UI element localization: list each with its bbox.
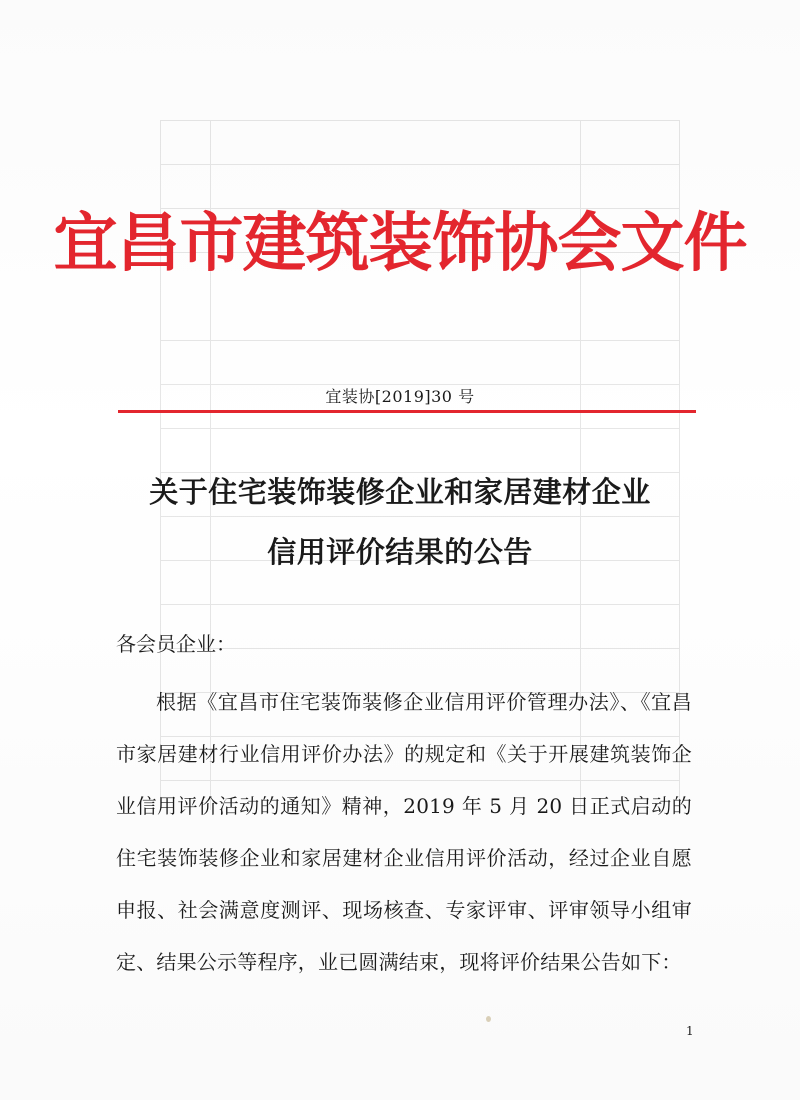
salutation: 各会员企业： bbox=[116, 632, 236, 656]
org-masthead-title: 宜昌市建筑装饰协会文件 bbox=[53, 206, 747, 281]
notice-title-line-1: 关于住宅装饰装修企业和家居建材企业 bbox=[149, 475, 651, 509]
paper-speck bbox=[486, 1016, 491, 1022]
page-number: 1 bbox=[686, 1024, 694, 1038]
red-divider-line bbox=[118, 410, 696, 413]
document-number: 宜装协[2019]30 号 bbox=[325, 387, 475, 406]
body-paragraph: 根据《宜昌市住宅装饰装修企业信用评价管理办法》、《宜昌市家居建材行业信用评价办法》的规定和《关于开展建筑装饰企业信用评价活动的通知》精神，2019 年 5 月 20 日正式启动的住宅装饰装修企业和家居建材企业信用评价活动，经过企业自愿申报、社会满意度测评、现场核查、专家评审、评审领导小组审定、结果公示等程序，业已圆满结束，现将评价结果公告如下： bbox=[116, 690, 692, 974]
notice-title-line-2: 信用评价结果的公告 bbox=[267, 535, 533, 569]
